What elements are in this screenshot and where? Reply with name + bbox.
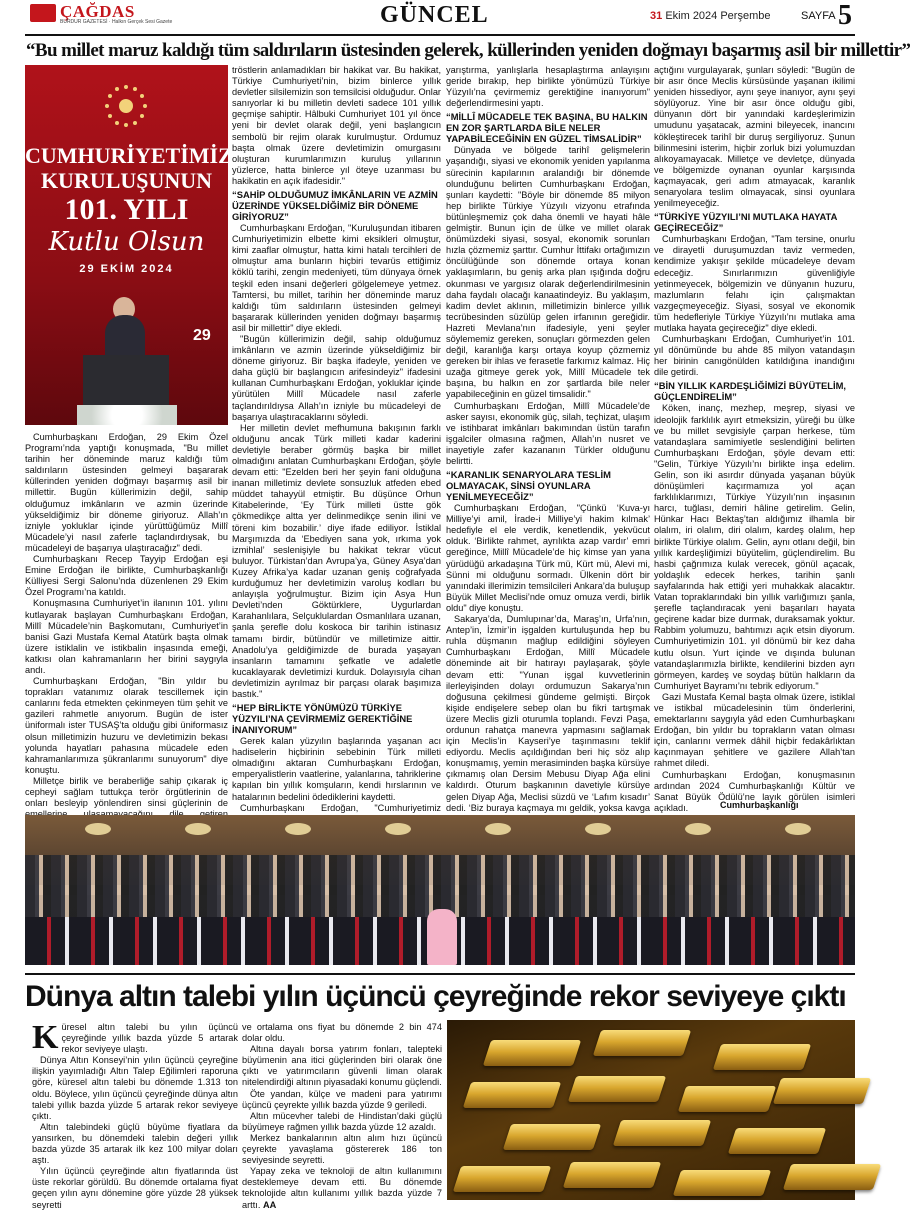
paragraph: Öte yandan, külçe ve madeni para yatırımı üçüncü çeyrekte yıllık bazda yüzde 9 geriledi. xyxy=(242,1088,442,1110)
article2-column-1 xyxy=(32,1019,238,1210)
paragraph: Cumhurbaşkanı Erdoğan, "Tam tersine, onurlu ve dirayetli duruşumuzdan taviz vermeden, kendimize yakışır şekilde mücadeleye devam edeceğiz. Sınırlarımızın güvenliğiyle yetinmeyecek, bölgemizin ve dünyanın huzuru, mazlumların felahı için çalışmaktan vazgeçmeyeceğiz. Siyasi, sosyal ve ekonomik tüm hedefleriyle Türkiye Yüzyılı’nı mutlaka ama mutlaka hayata geçireceğiz" diye ekledi. xyxy=(654,234,855,333)
poster-badge: 29 xyxy=(193,327,211,344)
paragraph: Gerek kalan yüzyılın başlarında yaşanan acı hadiselerin hiçbirinin sebebinin Türk milleti olmadığını aktaran Cumhurbaşkanı Erdoğan, emperyalistlerin vaatlerine, yalanlarına, tahriklerine kapılan bin yıllık komşuların, kendi hırslarının ve hatalarının bedelini ödediklerini kaydetti. xyxy=(232,736,441,802)
paragraph: Dünyada ve bölgede tarihî gelişmelerin yaşandığı, siyasi ve ekonomik yeniden yapılanma sürecinin kapılarının aralandığı bir dönemde olunduğunu belirten Cumhurbaşkanı Erdoğan, şunları kaydetti: "Böyle bir dönemde 85 milyon hep birlikte Türkiye Yüzyılı vizyonu etrafında bütünleşmemiz çok daha önemli ve hayati hâle gelmiştir. Bunun için de ülke ve millet olarak önümüzdeki siyasi, sosyal, ekonomik sorunları hızla çözmemiz şarttır. Cumhur İttifakı ortağımızın öncülüğünde son dönemde ortaya konan yaklaşımların, bu geniş arka plan ışığında doğru okunması ve yargısız olarak değerlendirilmesinin daha faydalı olacağı kanaatindeyiz. Bu yaklaşım, kadim devlet aklının, milletimizin binlerce yıllık tecrübesinden süzülüp gelen irfanının gereğidir. Hazreti Mevlana’nın ifadesiyle, yeni şeyler söylememiz gereken, sonuçları görmezden gelen değil, karanlığa karşı ortaya koyup çözmemiz gereken bir ihlas ve ferasetle farkımız kalmaz. Hiç uzağa gitmeye gerek yok, Millî Mücadele tek başına, bu halkın en zor şartlarda bile neler yapabileceğinin en güzel timsalidir." xyxy=(446,145,650,400)
paragraph: Cumhurbaşkanı Erdoğan, "Çünkü ‘Kuva-yı Milliye’yi amil, İrade-i Milliye’yi hakim kılmak’ hedefiyle el ele verdik, kenetlendik, yekvücut olduk. ‘Birlikte rahmet, ayrılıkta azap vardır’ emri gereğince, Millî Mücadele’de hiç kimse yan yana yürüdüğü arkadaşına Türk mü, Kürt mü, Alevi mi, Sünni mi olduğunu sormadı. Ülkenin dört bir yanındaki illerimizin temsilcileri Ankara’da buluşup Büyük Millet Meclisi’nde omuz omuza verdi, birlik oldu" diye konuştu. xyxy=(446,503,650,613)
paragraph: Gazi Mustafa Kemal başta olmak üzere, istiklal ve istikbal mücadelesinin tüm önderlerini, emektarlarını saygıyla yâd eden Cumhurbaşkanı Erdoğan, bin yıldır bu toprakların vatan olması için, canlarını vermek dâhil hiçbir fedakârlıktan kaçınmayan şehitlere ve gazilere Allah’tan rahmet diledi. xyxy=(654,691,855,769)
article1-column-2 xyxy=(232,65,441,813)
subheading: “HEP BİRLİKTE YÖNÜMÜZÜ TÜRKİYE YÜZYILI’NA ÇEVİRMEMİZ GEREKTİĞİNE İNANIYORUM” xyxy=(232,702,413,736)
paragraph: ve ortalama ons fiyat bu dönemde 2 bin 474 dolar oldu. xyxy=(242,1022,442,1044)
republic-day-poster-image xyxy=(25,65,258,425)
paragraph: yarıştırma, yanlışlarla hesaplaştırma anlayışını geride bırakıp, hep birlikte yönümüzü Türkiye Yüzyılı’na çevirmemiz gerektiğine inanıyorum" değerlendirmesini yaptı. xyxy=(446,65,650,109)
paragraph: Milletçe birlik ve beraberliğe sahip çıkarak iç cepheyi sağlam tuttukça terör örgütlerinin de onları besleyip yönlendiren sinsi güçlerinin de xyxy=(25,775,228,809)
logo-name: ÇAĞDAS xyxy=(60,2,135,21)
article1-headline: “Bu millet maruz kaldığı tüm saldırıların üstesinden gelerek, küllerinden yeniden doğmayı başarmış asil bir millettir” xyxy=(26,40,910,61)
paragraph: Altın mücevher talebi de Hindistan’daki güçlü büyümeye rağmen yıllık bazda yüzde 12 azaldı. xyxy=(242,1110,442,1132)
subheading: “BİN YILLIK KARDEŞLİĞİMİZİ BÜYÜTELİM, GÜÇLENDİRELİM” xyxy=(654,380,847,403)
paragraph: Cumhurbaşkanı Erdoğan, 29 Ekim Özel Programı’nda yaptığı konuşmada, "Bu millet tarihin her döneminde maruz kaldığı tüm saldırıların üstesinden gelmeyi başararak küllerinden yeniden doğmayı başarmış asil bir millettir. Bugün küllerimizin değil, sahip olduğumuz imkânların ve azmin üzerinde yükseldiğimiz bir döneme giriyoruz. Allah’ın izniyle yokluklar içinde yürüttüğümüz Millî Mücadele’yi nasıl zaferle taçlandırdıysak, bu mücadeleyi de başarıya ulaştıracağız" dedi. xyxy=(25,432,228,553)
subheading: “MİLLÎ MÜCADELE TEK BAŞINA, BU HALKIN EN ZOR ŞARTLARDA BİLE NELER YAPABİLECEĞİNİN EN GÜZEL TİMSALİDİR” xyxy=(446,111,648,145)
logo-subtitle: BURDUR GAZETESİ · Halkın Gerçek Sesi Gazete xyxy=(60,19,173,25)
paragraph: üresel altın talebi bu yılın üçüncü çeyreğinde yıllık bazda yüzde 5 artarak rekor seviyeye ulaştı. xyxy=(61,1022,238,1055)
subheading: “SAHİP OLDUĞUMUZ İMKÂNLARIN VE AZMİN ÜZERİNDE YÜKSELDİĞİMİZ BİR DÖNEME GİRİYORUZ” xyxy=(232,189,438,223)
section-title: GÜNCEL xyxy=(380,2,489,28)
paragraph: tröstlerin anlamadıkları bir hakikat var. Bu hakikat, Türkiye Cumhuriyeti’nin, bizim binlerce yıllık devletler silsilemizin son temsilcisi olduğudur. Onlar sanıyorlar ki bu milletin devleti sadece 101 yıllık geçmişe sahiptir. Hâlbuki Cumhuriyet 101 yıl önce yeni bir devlet olarak değil, yeni başlangıcın sembolü bir rejim olarak kurulmuştur. Ordumuz başta olmak üzere devletimizin omurgasını oluşturan kurumlarımızın kuruluş yıllarının yüzlerce, hatta binlerce yıl öteye uzanması bu hakikatin en açık ifadesidir." xyxy=(232,65,441,186)
photo-credit: Cumhurbaşkanlığı xyxy=(720,800,799,810)
article1-column-4 xyxy=(654,65,855,813)
paragraph: Merkez bankalarının altın alım hızı üçüncü çeyrekte yavaşlama göstererek 186 ton seviyesinde seyretti. xyxy=(242,1132,442,1166)
article1-column-3 xyxy=(446,65,650,813)
paragraph: "Bugün küllerimizin değil, sahip olduğumuz imkânların ve azmin üzerinde yükseldiğimiz bir döneme giriyoruz. Bir başka ifadeyle, yeniden ve daha güçlü bir başlangıcın arifesindeyiz" ifadesini kullanan Cumhurbaşkanı Erdoğan, yokluklar içinde yürütülen Millî Mücadele nasıl zaferle taçlandırıldıysa Allah’ın izniyle bu mücadeleyi de başarıya ulaştıracaklarını söyledi. xyxy=(232,333,441,422)
date-rest: Ekim 2024 Perşembe xyxy=(665,10,771,22)
page-label: SAYFA xyxy=(801,10,836,22)
dateline xyxy=(650,10,770,22)
presidential-emblem-icon xyxy=(101,81,151,131)
paragraph: Cumhurbaşkanı Erdoğan, "Kuruluşundan itibaren Cumhuriyetimizin elbette kimi eksikleri olmuştur, kimi zaaflar olmuştur, hatta kimi hatalı tercihleri de olmuştur ama bunların hiçbiri tevarüs ettiğimiz köklü tarihi, zengin medeniyeti, tüm dünyaya örnek teşkil eden insani değerleri gölgelemeye yetmez. Tamtersi, bu millet, tarihin her döneminde maruz kaldığı tüm saldırıların üstesinden gelmeyi başararak küllerinden yeniden doğmayı başarmış asil bir millettir" diye ekledi. xyxy=(232,223,441,333)
paragraph: açtığını vurgulayarak, şunları söyledi: "Bugün de bir asır önce Meclis kürsüsünde yaşanan ikilimi yeniden hissediyor, aynı şeye inanıyor, aynı şeyi söylüyoruz. Yine bir asır önce olduğu gibi, dünyanın dört bir yanındaki kardeşlerimizin umudunu yaşatacak, azmini bileyecek, inancını kökleştirecek tarihî bir duruş sergiliyoruz. Şunun bilinmesini isterim, hiçbir zorluk bizi yolumuzdan alıkoyamayacak. Milletçe ve devletçe, dünyada ve bölgemizde oynanan oyunlar karşısında kaçmayacak, geri adım atmayacak, karanlık senaryolara teslim olmayacak, sinsi oyunlara yenilmeyeceğiz. xyxy=(654,65,855,209)
paragraph: Yapay zeka ve teknoloji de altın kullanımını desteklemeye devam etti. Bu dönemde teknolojide altın kullanımı yıllık bazda yüzde 7 arttı. AA xyxy=(242,1166,442,1210)
poster-date: 29 EKİM 2024 xyxy=(79,263,174,275)
paragraph: Köken, inanç, mezhep, meşrep, siyasi ve ideolojik farklılık ayırt etmeksizin, yüreği bu ülke ve bu millet sevgisiyle çarpan herkese, tüm vatandaşlara samimiyetle seslendiğini belirten Cumhurbaşkanı Erdoğan, şöyle devam etti: "Gelin, Türkiye Yüzyılı’nı birlikte inşa edelim. Gelin, son iki asırdır dünyada yaşanan büyük dönüşümleri kaçırmamıza yol açan farklılıklarımızı, Türkiye Yüzyılı’nın inşasının harcı, tuğlası, demiri hâline getirelim. Gelin, Hünkar Hacı Bektaş’tan aldığımız ilhamla bir olalım, iri olalım, diri olalım, kardeş olalım, hep birlikte Türkiye olalım. Gelin, aynı otlanı değil, bin yıllık kardeşliğimizi büyütelim, güçlendirelim. Bu hasbi çağrımıza kulak verecek, gönül açacak, yoldaşlık edecek herkes, tarihin şanlı sayfalarında hak ettiği yeri muhakkak alacaktır. Vatan topraklarındaki bin yıllık varlığımızı şanla, şerefle taçlandıracak yeni başarıları hayata geçirene kadar bize durmak, duraksamak yoktur. Rabbim yolumuzu, bahtımızı açık etsin diyorum. Cumhuriyetimizin 101. yıl dönümü bir kez daha kutlu olsun. Yurt içinde ve dışında bulunan vatandaşlarımızla birlikte, kendilerini bizden ayrı görmeyen, kardeş ve soydaş bütün halkların da Cumhuriyet Bayramı’nı tebrik ediyorum." xyxy=(654,403,855,691)
article2-headline: Dünya altın talebi yılın üçüncü çeyreğinde rekor seviyeye çıktı xyxy=(25,980,846,1013)
drop-cap: K xyxy=(32,1019,59,1056)
gold-bars-photo xyxy=(447,1020,855,1200)
poster-line3: 101. YILI xyxy=(64,193,189,226)
paragraph: Konuşmasına Cumhuriyet’in ilanının 101. yılını kutlayarak başlayan Cumhurbaşkanı Erdoğan, Millî Mücadele’nin Başkomutanı, Cumhuriyet’in banisi Gazi Mustafa Kemal Atatürk başta olmak üzere istiklalin ve istikbalin inşasında emeği, katkısı olan kahramanların her birini saygıyla andı. xyxy=(25,598,228,675)
paragraph: Dünya Altın Konseyi’nin yılın üçüncü çeyreğine ilişkin yayımladığı Altın Talep Eğilimleri raporuna göre, küresel altın talebi bu dönemde 1.313 ton oldu. Böylece, yılın üçüncü çeyreğinde dünya altın talebi yıllık bazda yüzde 5 artarak rekor seviyeye çıktı. xyxy=(32,1055,238,1121)
poster-line4: Kutlu Olsun xyxy=(48,227,205,257)
logo-mark-icon xyxy=(30,4,56,22)
paragraph: Sakarya’da, Dumlupınar’da, Maraş’ın, Urfa’nın, Antep’in, İzmir’in işgalden kurtuluşunda hep bu ruhla düşmanın mağlup edildiğini söyleyen Cumhurbaşkanı Erdoğan, Millî Mücadele döneminde ait bir hatırayı paylaşarak, şöyle devam etti: "Yunan işgal kuvvetlerinin ilerleyişinden dolayı ordumuzun Sakarya’nın doğusuna çekilmesi gündeme gelmişti. Birçok kişide endişelere sebep olan bu fikri tartışmak üzere Meclis gizli oturumla toplandı. Fevzi Paşa, ordunun rahatça manevra yapmasını sağlamak için Meclis’in Kayseri’ye taşınmasını teklif ediyordu. Meclis açıldığından beri hiç söz alıp konuşmamış, yemin merasiminden başka kürsüye çıkmamış olan Dersim Mebusu Diyap Ağa elini kaldırdı. Oturum başkanının davetiyle kürsüye gelen Diyap Ağa, Meclisi süzdü ve ‘Lafım kısadır’ dedi. ‘Biz buraya kaçmaya mı geldik, yoksa kavga xyxy=(446,614,650,813)
poster-line1: CUMHURİYETİMİZİN KURULUŞUNUN xyxy=(25,143,258,193)
paragraph: Cumhurbaşkanı Erdoğan, "Cumhuriyetimiz xyxy=(240,802,441,813)
newspaper-logo xyxy=(30,2,173,26)
paragraph: Yılın üçüncü çeyreğinde altın fiyatlarında üst üste rekorlar görüldü. Bu dönemde ortalama fiyat geçen yılın aynı dönemine göre yüzde 28 yüksek seyretti xyxy=(32,1166,238,1210)
section-rule xyxy=(25,973,855,975)
paragraph: Her milletin devlet mefhumuna bakışının farklı olduğunu ancak Türk milleti kadar kaderini devletiyle beraber görmüş başka bir millet olmadığını anlatan Cumhurbaşkanı Erdoğan, şöyle devam etti: "Ezelden beri her şeyin fani olduğuna inanan milletimiz devlete sonsuzluk atfeden ebed müddet tahayyül etmiştir. Bu düşünce Orhun Kitabelerinde, ‘Ey Türk milleti üstte gök çökmedikçe altta yer delinmedikçe senin ilini ve töreni kim bozabilir.’ diye ifade ediliyor. İstiklal Marşımızda da ‘Ebediyen sana yok, ırkıma yok izmihlal’ seslenişiyle bu hakikat tekrar vücut buluyor. Türkistan’dan Avrupa’ya, Güney Asya’dan Kuzey Afrika’ya kadar uzanan geniş coğrafyada kurduğumuz her devletimizin varoluş kodları bu anlayışla yoğrulmuştur. Bizim için Asya Hun Devleti’nden Göktürklere, Uygurlardan Karahanlılara, Selçuklulardan Osmanlılara uzanan, şanla şerefle dolu koskoca bir tarihin istinasız tamamı birdir, bütündür ve milletimize aittir. Anadolu’ya geldiğimizde de burada yaşayan insanların tamamını şefkatle ve adaletle kucaklayarak devletimizi kurduk. Dolayısıyla cihan devletimizin ayrılmaz bir parçası olarak başımıza bastık." xyxy=(232,422,441,699)
page-number: 5 xyxy=(838,0,852,31)
paragraph: Altın talebindeki güçlü büyüme fiyatlara da yansırken, bu dönemdeki talebin değeri yıllık bazda yüzde 35 artarak ilk kez 100 milyar doları aştı. xyxy=(32,1121,238,1166)
subheading: “KARANLIK SENARYOLARA TESLİM OLMAYACAK, SİNSİ OYUNLARA YENİLMEYECEĞİZ” xyxy=(446,469,611,503)
paragraph: Altına dayalı borsa yatırım fonları, talepteki büyümenin ana itici güçlerinden biri olarak öne çıktı ve yatırımcıların güvenli liman olarak nitelendirdiği altının piyasadaki konumu güçlendi. xyxy=(242,1044,442,1088)
article1-column-1 xyxy=(25,432,228,810)
subheading: “TÜRKİYE YÜZYILI’NI MUTLAKA HAYATA GEÇİRECEĞİZ” xyxy=(654,211,837,234)
flowers xyxy=(77,405,177,425)
date-day: 31 xyxy=(650,10,663,22)
signature: AA xyxy=(262,1199,277,1210)
header-rule xyxy=(25,34,855,36)
paragraph: Cumhurbaşkanı Erdoğan, konuşmasının ardından 2024 Cumhurbaşkanlığı Kültür ve Sanat Büyük Ödülü’ne layık görülen isimleri açıkladı. xyxy=(654,769,855,813)
ceremony-crowd-photo xyxy=(25,815,855,965)
paragraph: Cumhurbaşkanı Erdoğan, Cumhuriyet’in 101. yıl dönümünde bu ahde 85 milyon vatandaşın her birinin canıgönülden katıldığına inandığını dile getirdi. xyxy=(654,334,855,378)
paragraph: Cumhurbaşkanı Recep Tayyip Erdoğan eşi Emine Erdoğan ile birlikte, Cumhurbaşkanlığı Külliyesi Sergi Salonu’nda düzenlenen 29 Ekim Özel Programı’na katıldı. xyxy=(25,554,228,598)
article2-column-2 xyxy=(242,1022,442,1210)
paragraph: Cumhurbaşkanı Erdoğan, "Bin yıldır bu toprakları vatanımız olarak tescillemek için canlarını feda etmekten çekinmeyen tüm şehit ve gazileri rahmetle anıyorum. Bugün de ister üniformalı ister TUSAŞ’ta olduğu gibi üniformasız olsun milletimizin huzuru ve devletimizin bekası yolunda hayatları pahasına mücadele eden kahramanlarımıza şükranlarımı sunuyorum" diye konuştu. xyxy=(25,676,228,775)
first-lady-figure xyxy=(427,909,457,965)
paragraph: Cumhurbaşkanı Erdoğan, Millî Mücadele’de asker sayısı, ekonomik güç, silah, teçhizat, ulaşım ve istihbarat imkânları bakımından üstün tarafın işgalciler olmasına rağmen, Allah’ın nusret ve inayetiyle zafer kazananın Türkler olduğunu belirtti. xyxy=(446,400,650,466)
